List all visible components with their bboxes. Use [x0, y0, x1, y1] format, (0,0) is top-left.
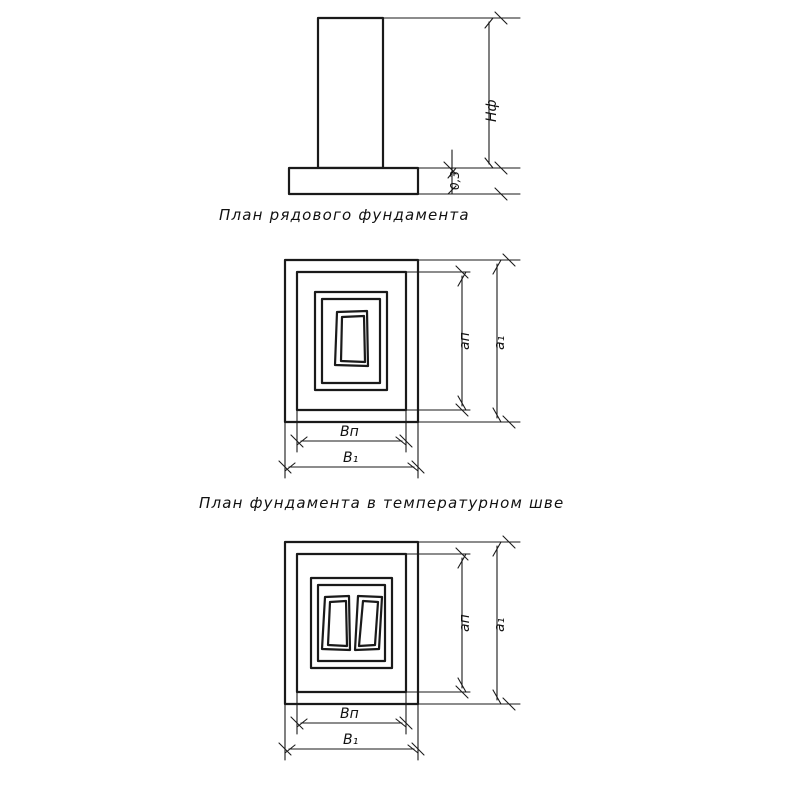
caption-plan-expansion-joint: План фундамента в температурном шве: [199, 494, 565, 512]
dimension-label-b1-plan-ordinary: B₁: [343, 450, 359, 466]
dimension-label-bn-plan-ordinary: Bп: [340, 424, 359, 440]
dimension-label-hf: Hф: [484, 99, 500, 122]
dimension-label-an-plan-ordinary: aп: [457, 332, 473, 350]
caption-section-plan: План рядового фундамента: [219, 206, 470, 224]
dimension-label-an-plan-joint: aп: [457, 614, 473, 632]
dimension-label-a1-plan-joint: a₁: [492, 617, 508, 632]
dimension-label-b1-plan-joint: B₁: [343, 732, 359, 748]
figure-plan-expansion-joint: [285, 542, 418, 704]
dimension-label-bn-plan-joint: Bп: [340, 706, 359, 722]
figure-plan-ordinary: [285, 260, 418, 422]
figure-section-elevation: [289, 18, 418, 194]
dimension-label-a1-plan-ordinary: a₁: [492, 335, 508, 350]
dimension-label-0-3: 0,3: [448, 170, 462, 190]
